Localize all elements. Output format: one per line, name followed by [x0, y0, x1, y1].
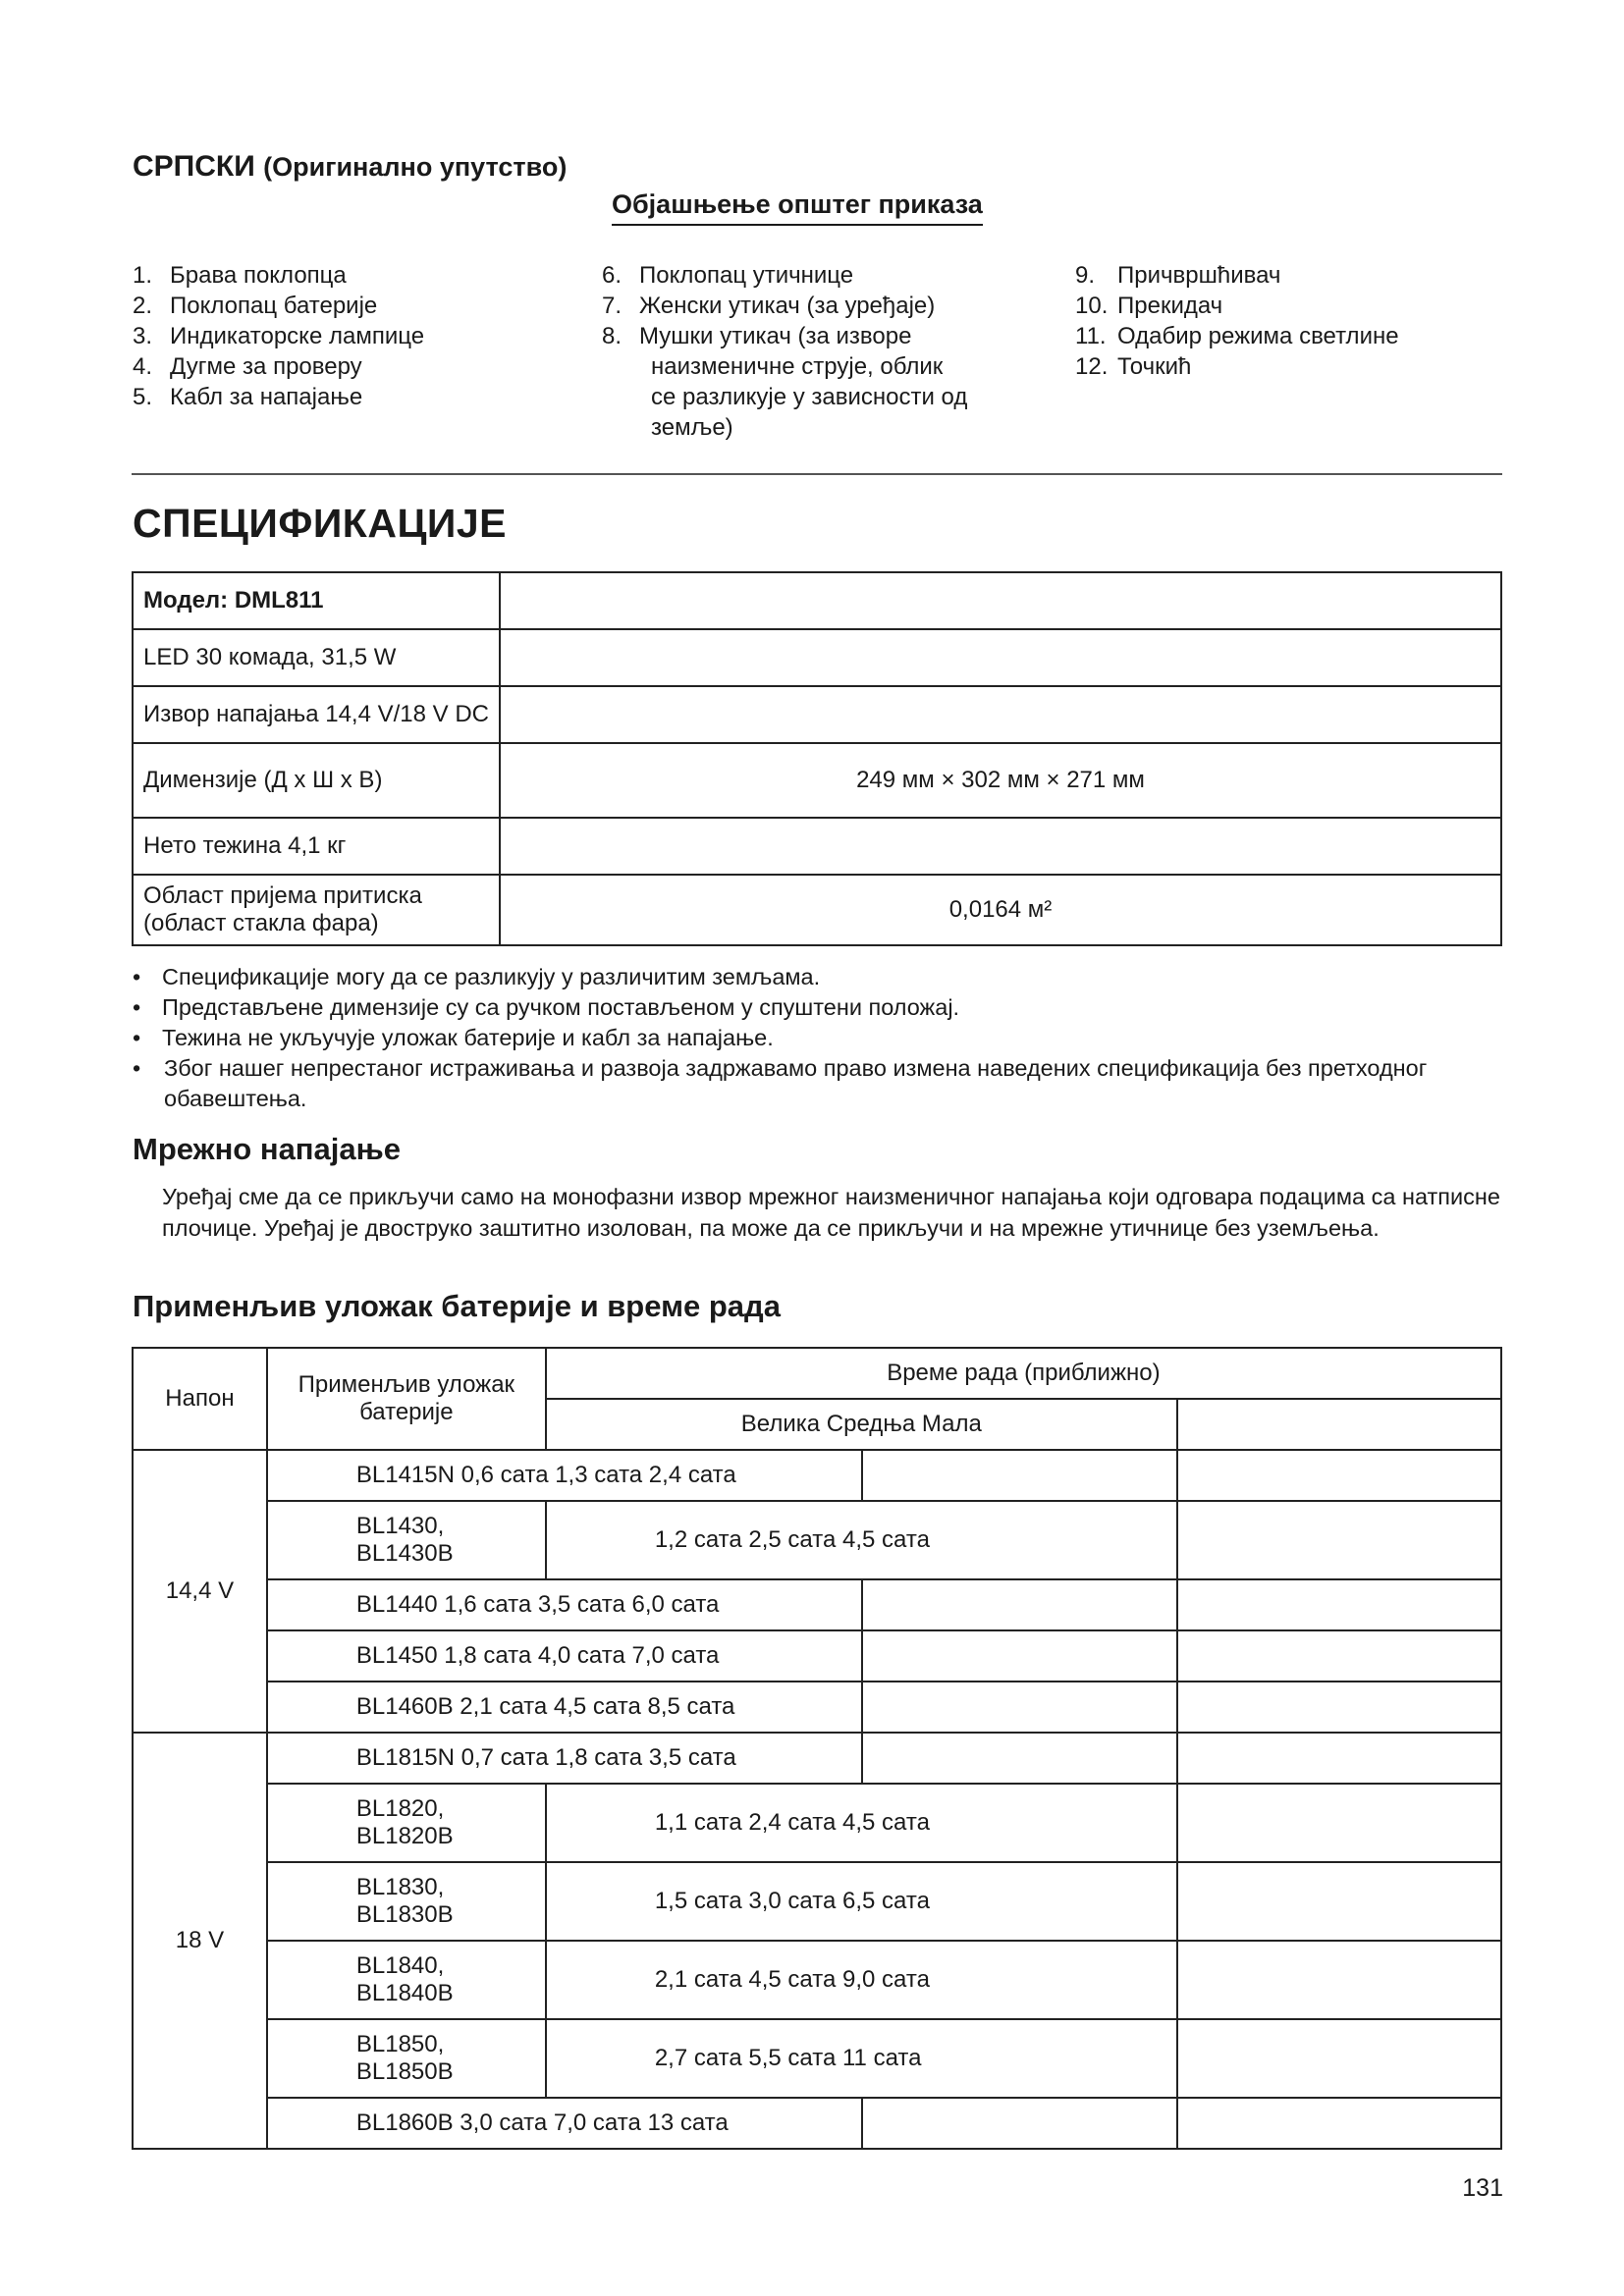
note-item: • Спецификације могу да се разликују у различитим земљама.	[133, 962, 1507, 992]
voltage-cell: 18 V	[133, 1733, 267, 2149]
list-item-continued	[602, 382, 967, 412]
mains-supply-text: Уређај сме да се прикључи само на монофазни извор мрежног наизменичног напајања који одговара подацима са натписне плочице. Уређај је двоструко заштитно изолован, па може да се прикључи и на мрежне утичнице без уземљења.	[162, 1184, 1500, 1241]
spec-label: Модел: DML811	[133, 572, 500, 629]
table-row	[133, 1579, 1501, 1630]
empty-cell	[1177, 1733, 1501, 1784]
table-row	[133, 1862, 1501, 1941]
item-number: 11.	[1075, 323, 1107, 349]
parts-list-col3	[1075, 260, 1399, 382]
item-label: Мушки утикач (за изворе	[639, 323, 912, 349]
column-header-runtime: Време рада (приближно)	[546, 1348, 1501, 1399]
page-number: 131	[1462, 2174, 1503, 2202]
spec-notes	[133, 962, 1507, 1114]
list-item	[133, 321, 424, 351]
battery-row-text: BL1440 1,6 сата 3,5 сата 6,0 сата	[267, 1579, 862, 1630]
item-label: Поклопац батерије	[170, 293, 378, 319]
battery-row-text: BL1450 1,8 сата 4,0 сата 7,0 сата	[267, 1630, 862, 1682]
list-item	[1075, 260, 1399, 291]
table-row	[133, 875, 1501, 945]
item-number: 6.	[602, 262, 623, 289]
item-number	[602, 412, 651, 443]
empty-cell	[1177, 1501, 1501, 1579]
item-label: Причвршћивач	[1117, 262, 1281, 289]
item-number: 7.	[602, 293, 623, 319]
item-number: 9.	[1075, 262, 1096, 289]
table-row	[133, 2019, 1501, 2098]
spec-value: 249 мм × 302 мм × 271 мм	[500, 743, 1501, 818]
empty-cell	[862, 1579, 1177, 1630]
spec-value	[500, 629, 1501, 686]
column-header-voltage: Напон	[133, 1348, 267, 1450]
empty-cell	[1177, 2098, 1501, 2149]
empty-cell	[1177, 1579, 1501, 1630]
item-label: Дугме за проверу	[170, 353, 362, 380]
battery-row-text: BL1860B 3,0 сата 7,0 сата 13 сата	[267, 2098, 862, 2149]
table-row	[133, 743, 1501, 818]
item-label: наизменичне струје, облик	[651, 353, 944, 380]
battery-times: 1,1 сата 2,4 сата 4,5 сата	[546, 1784, 1177, 1862]
empty-cell	[862, 1630, 1177, 1682]
parts-list-col2	[602, 260, 967, 443]
section-divider	[132, 473, 1502, 475]
table-row	[133, 1941, 1501, 2019]
language-label: СРПСКИ	[133, 150, 255, 183]
item-label: Одабир режима светлине	[1117, 323, 1399, 349]
item-number: 8.	[602, 323, 623, 349]
empty-cell	[1177, 1450, 1501, 1501]
table-header-row	[133, 1348, 1501, 1399]
specifications-table	[132, 571, 1502, 946]
spec-label: Област пријема притиска (област стакла фара)	[133, 875, 500, 945]
table-row	[133, 1733, 1501, 1784]
note-item: • Због нашег непрестаног истраживања и развоја задржавамо право измена наведених спецификација без претходног обавештења.	[133, 1053, 1507, 1114]
empty-cell	[862, 1733, 1177, 1784]
battery-model: BL1850, BL1850B	[267, 2019, 546, 2098]
list-item	[133, 382, 424, 412]
list-item-continued	[602, 351, 967, 382]
table-row	[133, 1784, 1501, 1862]
list-item	[602, 291, 967, 321]
battery-row-text: BL1460B 2,1 сата 4,5 сата 8,5 сата	[267, 1682, 862, 1733]
spec-value	[500, 818, 1501, 875]
battery-times: 2,7 сата 5,5 сата 11 сата	[546, 2019, 1177, 2098]
list-item	[133, 260, 424, 291]
table-row	[133, 572, 1501, 629]
note-item: • Тежина не укључује уложак батерије и кабл за напајање.	[133, 1023, 1507, 1053]
empty-cell	[1177, 1630, 1501, 1682]
mains-supply-title: Мрежно напајање	[133, 1132, 401, 1166]
item-number: 12.	[1075, 353, 1109, 380]
item-label: се разликује у зависности од	[651, 384, 968, 410]
note-item: • Представљене димензије су са ручком постављеном у спуштени положај.	[133, 992, 1507, 1023]
battery-times: 1,2 сата 2,5 сата 4,5 сата	[546, 1501, 1177, 1579]
table-row	[133, 1501, 1501, 1579]
empty-cell	[862, 1450, 1177, 1501]
table-row	[133, 818, 1501, 875]
battery-runtime-table	[132, 1347, 1502, 2150]
item-number: 3.	[133, 323, 153, 349]
spec-value	[500, 572, 1501, 629]
list-item	[602, 321, 967, 351]
table-row	[133, 629, 1501, 686]
empty-cell	[1177, 1941, 1501, 2019]
spec-label: LED 30 комада, 31,5 W	[133, 629, 500, 686]
language-subtitle: (Оригинално упутство)	[263, 152, 568, 182]
list-item	[133, 351, 424, 382]
overview-title: Објашњење општег приказа	[612, 189, 983, 226]
item-number	[602, 382, 651, 412]
item-label: земље)	[651, 414, 733, 441]
item-number: 10.	[1075, 293, 1109, 319]
battery-model: BL1840, BL1840B	[267, 1941, 546, 2019]
table-row	[133, 2098, 1501, 2149]
list-item	[1075, 351, 1399, 382]
item-label: Прекидач	[1117, 293, 1223, 319]
spec-value: 0,0164 м²	[500, 875, 1501, 945]
spec-value	[500, 686, 1501, 743]
item-number: 4.	[133, 353, 153, 380]
item-number: 2.	[133, 293, 153, 319]
empty-cell	[1177, 1862, 1501, 1941]
column-header-modes: Велика Средња Мала	[546, 1399, 1177, 1450]
empty-cell	[1177, 2019, 1501, 2098]
table-row	[133, 1682, 1501, 1733]
item-label: Женски утикач (за уређаје)	[639, 293, 936, 319]
item-label: Брава поклопца	[170, 262, 347, 289]
item-label: Поклопац утичнице	[639, 262, 854, 289]
empty-cell	[862, 2098, 1177, 2149]
table-row	[133, 686, 1501, 743]
empty-cell	[1177, 1784, 1501, 1862]
parts-list-col1	[133, 260, 424, 412]
empty-cell	[1177, 1682, 1501, 1733]
battery-row-text: BL1815N 0,7 сата 1,8 сата 3,5 сата	[267, 1733, 862, 1784]
item-number: 5.	[133, 384, 153, 410]
item-number	[602, 351, 651, 382]
voltage-cell: 14,4 V	[133, 1450, 267, 1733]
table-row	[133, 1450, 1501, 1501]
item-label: Точкић	[1117, 353, 1192, 380]
item-label: Индикаторске лампице	[170, 323, 425, 349]
battery-row-text: BL1415N 0,6 сата 1,3 сата 2,4 сата	[267, 1450, 862, 1501]
list-item-continued	[602, 412, 967, 443]
list-item	[133, 291, 424, 321]
battery-section-title: Применљив уложак батерије и време рада	[133, 1289, 781, 1323]
battery-model: BL1820, BL1820B	[267, 1784, 546, 1862]
column-header-cartridge: Применљив уложак батерије	[267, 1348, 546, 1450]
spec-label: Извор напајања 14,4 V/18 V DC	[133, 686, 500, 743]
item-label: Кабл за напајање	[170, 384, 363, 410]
item-number: 1.	[133, 262, 153, 289]
battery-model: BL1430, BL1430B	[267, 1501, 546, 1579]
section-language-title	[133, 150, 567, 184]
battery-times: 2,1 сата 4,5 сата 9,0 сата	[546, 1941, 1177, 2019]
spec-label: Димензије (Д x Ш x В)	[133, 743, 500, 818]
battery-model: BL1830, BL1830B	[267, 1862, 546, 1941]
empty-cell	[1177, 1399, 1501, 1450]
list-item	[1075, 321, 1399, 351]
specifications-title: СПЕЦИФИКАЦИЈЕ	[133, 501, 508, 546]
table-row	[133, 1630, 1501, 1682]
list-item	[1075, 291, 1399, 321]
battery-times: 1,5 сата 3,0 сата 6,5 сата	[546, 1862, 1177, 1941]
list-item	[602, 260, 967, 291]
empty-cell	[862, 1682, 1177, 1733]
spec-label: Нето тежина 4,1 кг	[133, 818, 500, 875]
